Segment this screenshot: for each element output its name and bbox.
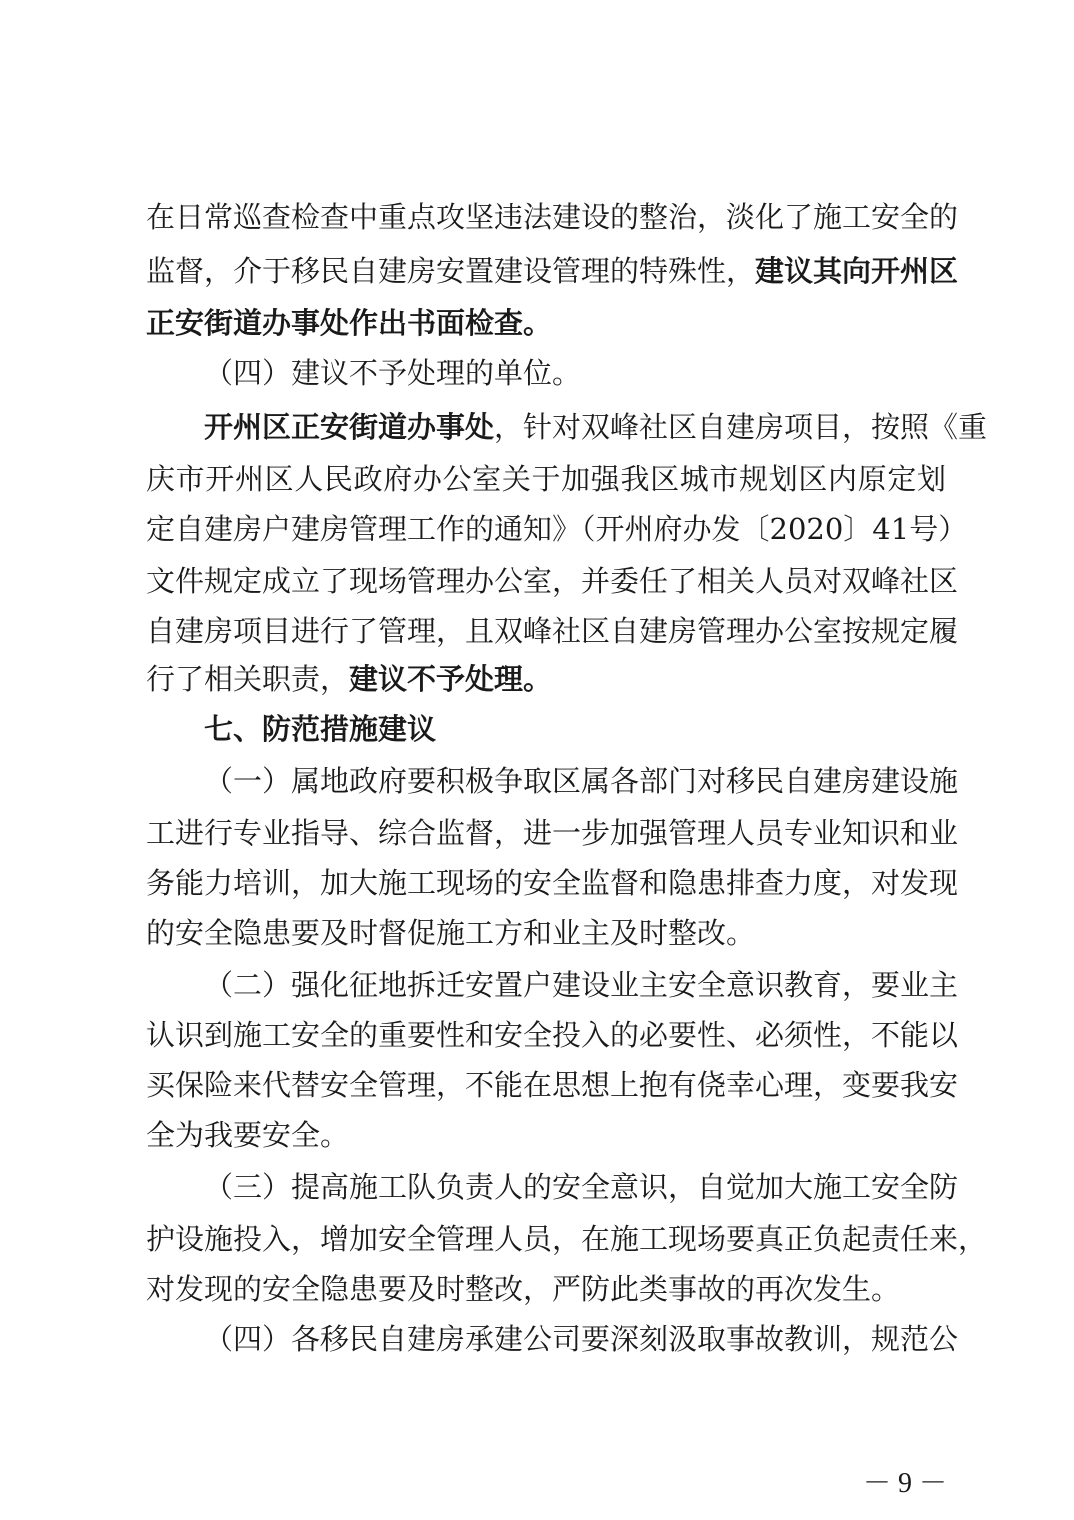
text-line-15 [146,908,946,958]
text-line-2 [146,246,959,296]
text-segment: 行了相关职责， [146,662,350,696]
text-line-7 [146,504,968,554]
text-line-23 [204,1314,959,1364]
subheading-four [204,348,946,398]
bold-text-segment: 开州区正安街道办事处 [204,410,495,444]
text-line-22 [146,1264,946,1314]
text-segment: 全为我要安全。 [146,1118,350,1152]
text-segment: 在日常巡查检查中重点攻坚违法建设的整治，淡化了施工安全的 [146,200,959,234]
heading-text: 七、防范措施建议 [204,712,437,746]
text-line-17 [146,1010,959,1060]
bold-text-segment: 建议其向开州区 [755,254,959,288]
page-number: － 9 － [862,1468,947,1499]
bold-text-segment: 正安街道办事处作出书面检查。 [146,306,553,340]
text-line-21 [146,1214,988,1264]
text-segment: 护设施投入，增加安全管理人员，在施工现场要真正负起责任来， [146,1222,988,1256]
text-segment: （四）建议不予处理的单位。 [204,356,582,390]
text-line-8 [146,556,959,606]
text-segment: 工进行专业指导、综合监督，进一步加强管理人员专业知识和业 [146,816,959,850]
text-line-13 [146,808,959,858]
text-segment: 自建房项目进行了管理，且双峰社区自建房管理办公室按规定履 [146,614,959,648]
text-segment: 的安全隐患要及时督促施工方和业主及时整改。 [146,916,756,950]
text-segment: 定自建房户建房管理工作的通知》（开州府办发〔2020〕41号） [146,512,968,546]
text-segment: （一）属地政府要积极争取区属各部门对移民自建房建设施 [204,764,959,798]
text-line-9 [146,606,959,656]
text-line-16 [204,960,959,1010]
text-segment: 庆市开州区人民政府办公室关于加强我区城市规划区内原定划 [146,462,946,496]
text-segment: 买保险来代替安全管理，不能在思想上抱有侥幸心理，变要我安 [146,1068,959,1102]
text-line-10 [146,654,946,704]
text-line-1 [146,192,959,242]
bold-text-segment: 建议不予处理。 [349,662,553,696]
text-line-12 [204,756,959,806]
text-segment: 认识到施工安全的重要性和安全投入的必要性、必须性，不能以 [146,1018,959,1052]
text-segment: 文件规定成立了现场管理办公室，并委任了相关人员对双峰社区 [146,564,959,598]
text-line-14 [146,858,959,908]
section-heading-seven [204,704,946,754]
text-segment: 监督，介于移民自建房安置建设管理的特殊性， [146,254,756,288]
text-segment: （二）强化征地拆迁安置户建设业主安全意识教育，要业主 [204,968,959,1002]
text-segment: 务能力培训，加大施工现场的安全监督和隐患排查力度，对发现 [146,866,959,900]
text-line-20 [204,1162,959,1212]
text-line-5 [204,402,988,452]
text-line-18 [146,1060,959,1110]
text-segment: ，针对双峰社区自建房项目，按照《重 [494,410,988,444]
text-segment: （四）各移民自建房承建公司要深刻汲取事故教训，规范公 [204,1322,959,1356]
text-line-3 [146,298,946,348]
text-line-6 [146,454,946,504]
text-line-19 [146,1110,946,1160]
text-segment: 对发现的安全隐患要及时整改，严防此类事故的再次发生。 [146,1272,901,1306]
text-segment: （三）提高施工队负责人的安全意识，自觉加大施工安全防 [204,1170,959,1204]
